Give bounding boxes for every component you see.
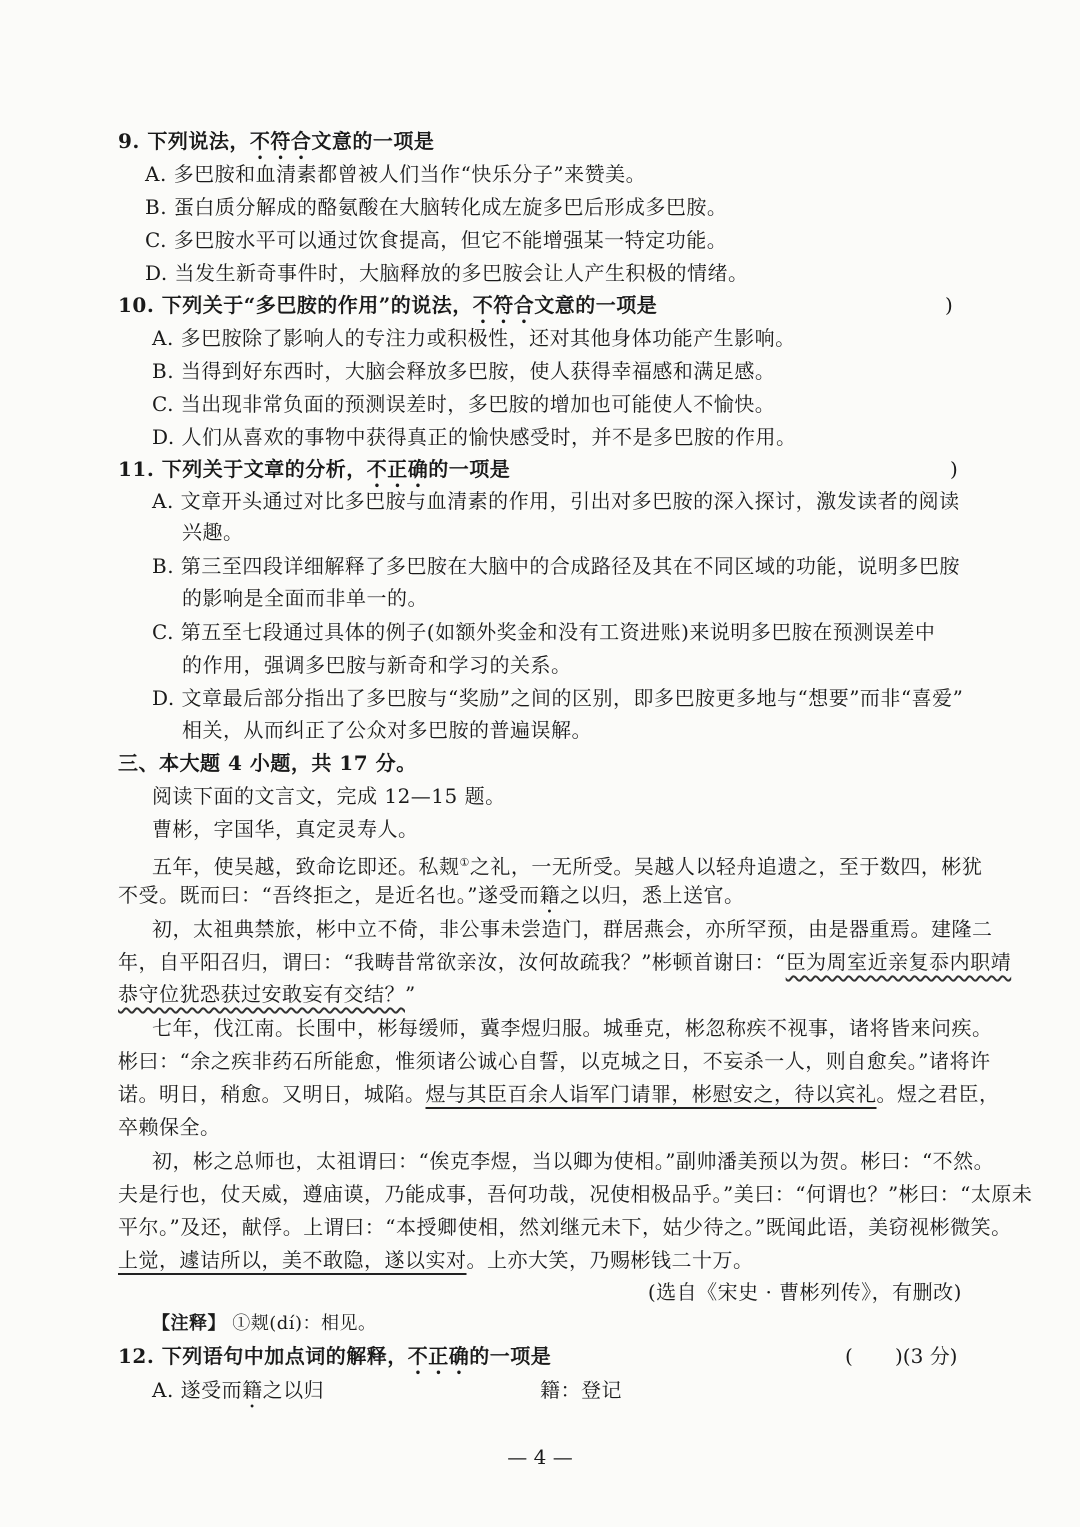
q12-stem-pre: 12. 下列语句中加点词的解释， bbox=[118, 1344, 408, 1368]
passage-paragraph-1: 曹彬，字国华，真定灵寿人。 bbox=[152, 817, 419, 841]
annotation bbox=[152, 1310, 377, 1338]
footnote-marker: ① bbox=[459, 856, 470, 869]
q12-option-a-gloss: 籍：登记 bbox=[540, 1378, 622, 1402]
passage-paragraph-5-line3: 平尔。”及还，献俘。上谓曰：“本授卿使相，然刘继元未下，姑少待之。”既闻此语，美窃视彬微笑。 bbox=[118, 1215, 1012, 1239]
q9-stem bbox=[118, 127, 434, 164]
q9-stem-post: 文意的一项是 bbox=[311, 129, 435, 153]
underlined-sentence: 上觉，遽诘所以，美不敢隐，遂以实对 bbox=[118, 1248, 467, 1272]
passage-text: ” bbox=[405, 982, 416, 1006]
passage-paragraph-2-line1 bbox=[152, 849, 982, 881]
passage-text: 之以归，悉上送官。 bbox=[559, 883, 745, 907]
section3-intro: 阅读下面的文言文，完成 12—15 题。 bbox=[152, 784, 506, 808]
wavy-underlined-sentence: 臣为周室近亲复忝内职靖 bbox=[785, 950, 1012, 974]
wavy-underlined-sentence: 恭守位犹恐获过安敢妄有交结？ bbox=[118, 982, 405, 1006]
passage-text: 。上亦大笑，乃赐彬钱二十万。 bbox=[466, 1248, 754, 1272]
q12-stem-emphasis: 不正确 bbox=[407, 1344, 470, 1368]
q9-option-a: A. 多巴胺和血清素都曾被人们当作“快乐分子”来赞美。 bbox=[145, 162, 647, 186]
q11-option-d-line2: 相关，从而纠正了公众对多巴胺的普遍误解。 bbox=[182, 718, 592, 742]
passage-paragraph-3-line3 bbox=[118, 980, 416, 1008]
passage-source: (选自《宋史 · 曹彬列传》，有删改) bbox=[647, 1280, 962, 1304]
q11-stem-post: 的一项是 bbox=[428, 457, 511, 481]
q12-stem-post: 的一项是 bbox=[469, 1344, 552, 1368]
passage-text: 。煜之君臣， bbox=[876, 1082, 1000, 1106]
passage-text: 之礼，一无所受。吴越人以轻舟追遗之，至于数四，彬犹 bbox=[469, 854, 983, 879]
passage-paragraph-3-line1: 初，太祖典禁旅，彬中立不倚，非公事未尝造门，群居燕会，亦所罕预，由是器重焉。建隆二 bbox=[152, 917, 993, 941]
q10-answer-paren: ) bbox=[945, 293, 953, 317]
q10-option-d: D. 人们从喜欢的事物中获得真正的愉快感受时，并不是多巴胺的作用。 bbox=[152, 425, 797, 449]
q12-option-a bbox=[152, 1376, 324, 1413]
passage-paragraph-4-line1: 七年，伐江南。长围中，彬每缓师，冀李煜归服。城垂克，彬忽称疾不视事，诸将皆来问疾。 bbox=[152, 1016, 993, 1040]
option-text: A. 遂受而 bbox=[152, 1378, 243, 1402]
passage-paragraph-4-line4: 卒赖保全。 bbox=[118, 1115, 221, 1139]
passage-text: 诺。明日，稍愈。又明日，城陷。 bbox=[118, 1082, 426, 1106]
section3-heading: 三、本大题 4 小题，共 17 分。 bbox=[118, 751, 417, 775]
q11-option-a-line2: 兴趣。 bbox=[182, 520, 244, 544]
passage-text: 五年，使吴越，致命讫即还。私觌 bbox=[152, 854, 460, 879]
passage-paragraph-2-line2 bbox=[118, 881, 744, 918]
annotation-label: 【注释】 bbox=[152, 1313, 226, 1334]
passage-paragraph-5-line4 bbox=[118, 1246, 754, 1274]
passage-paragraph-3-line2 bbox=[118, 948, 1011, 976]
passage-text: 不受。既而曰：“吾终拒之，是近名也。”遂受而 bbox=[118, 883, 540, 907]
q10-stem-emphasis: 不符合 bbox=[472, 293, 535, 317]
q9-stem-pre: 9. 下列说法， bbox=[118, 129, 250, 153]
passage-paragraph-5-line2: 夫是行也，仗天威，遵庙谟，乃能成事，吾何功哉，况使相极品乎。”美曰：“何谓也？”彬曰：“太原未 bbox=[118, 1182, 1033, 1206]
passage-paragraph-4-line3 bbox=[118, 1080, 1000, 1108]
annotation-text: ①觌(dí)：相见。 bbox=[232, 1313, 377, 1334]
option-text: 之以归 bbox=[262, 1378, 325, 1402]
q10-stem bbox=[118, 291, 657, 328]
q10-stem-post: 文意的一项是 bbox=[534, 293, 658, 317]
underlined-sentence: 煜与其臣百余人诣军门请罪，彬慰安之，待以宾礼 bbox=[425, 1082, 877, 1106]
q11-stem-emphasis: 不正确 bbox=[366, 457, 429, 481]
q11-answer-paren: ) bbox=[950, 457, 958, 481]
q9-option-d: D. 当发生新奇事件时，大脑释放的多巴胺会让人产生积极的情绪。 bbox=[145, 261, 749, 285]
q9-stem-emphasis: 不符合 bbox=[249, 129, 312, 153]
page-number: — 4 — bbox=[507, 1445, 573, 1469]
q12-stem bbox=[118, 1342, 551, 1379]
q12-answer-paren-close: )(3 分) bbox=[895, 1344, 958, 1368]
q11-option-c-line2: 的作用，强调多巴胺与新奇和学习的关系。 bbox=[182, 653, 572, 677]
q11-option-d-line1: D. 文章最后部分指出了多巴胺与“奖励”之间的区别，即多巴胺更多地与“想要”而非“喜爱” bbox=[152, 686, 964, 710]
passage-paragraph-4-line2: 彬曰：“余之疾非药石所能愈，惟须诸公诚心自誓，以克城之日，不妄杀一人，则自愈矣。”诸将许 bbox=[118, 1049, 991, 1073]
q10-stem-pre: 10. 下列关于“多巴胺的作用”的说法， bbox=[118, 293, 473, 317]
q10-option-c: C. 当出现非常负面的预测误差时，多巴胺的增加也可能使人不愉快。 bbox=[152, 392, 776, 416]
q11-option-c-line1: C. 第五至七段通过具体的例子(如额外奖金和没有工资进账)来说明多巴胺在预测误差中 bbox=[152, 620, 936, 644]
dotted-word: 籍 bbox=[242, 1378, 263, 1402]
q12-answer-paren-open: ( bbox=[845, 1344, 853, 1368]
q10-option-a: A. 多巴胺除了影响人的专注力或积极性，还对其他身体功能产生影响。 bbox=[152, 326, 796, 350]
passage-paragraph-5-line1: 初，彬之总师也，太祖谓曰：“俟克李煜，当以卿为使相。”副帅潘美预以为贺。彬曰：“不然。 bbox=[152, 1149, 995, 1173]
q11-option-a-line1: A. 文章开头通过对比多巴胺与血清素的作用，引出对多巴胺的深入探讨，激发读者的阅读 bbox=[152, 489, 960, 513]
passage-text: 年，自平阳召归，谓曰：“我畴昔常欲亲汝，汝何故疏我？”彬顿首谢曰：“ bbox=[118, 950, 786, 974]
q9-option-c: C. 多巴胺水平可以通过饮食提高，但它不能增强某一特定功能。 bbox=[145, 228, 728, 252]
dotted-word: 籍 bbox=[539, 883, 560, 907]
q10-option-b: B. 当得到好东西时，大脑会释放多巴胺，使人获得幸福感和满足感。 bbox=[152, 359, 776, 383]
q11-stem-pre: 11. 下列关于文章的分析， bbox=[118, 457, 367, 481]
q9-option-b: B. 蛋白质分解成的酪氨酸在大脑转化成左旋多巴后形成多巴胺。 bbox=[145, 195, 728, 219]
q11-option-b-line1: B. 第三至四段详细解释了多巴胺在大脑中的合成路径及其在不同区域的功能，说明多巴胺 bbox=[152, 554, 960, 578]
q11-option-b-line2: 的影响是全面而非单一的。 bbox=[182, 586, 428, 610]
